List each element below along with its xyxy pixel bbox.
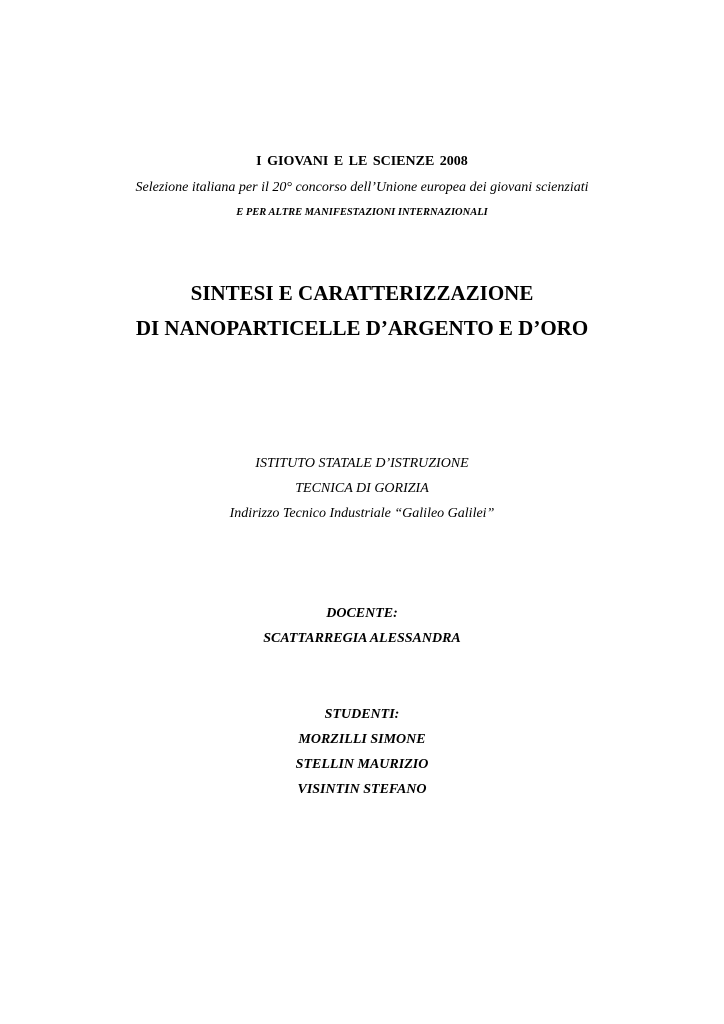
student-name: STELLIN MAURIZIO: [295, 757, 429, 772]
institute-department: Indirizzo Tecnico Industriale “Galileo Galilei”: [229, 506, 495, 521]
student-name: MORZILLI SIMONE: [298, 732, 426, 747]
student-name: VISINTIN STEFANO: [297, 782, 427, 797]
document-title-line-2: DI NANOPARTICELLE D’ARGENTO E D’ORO: [135, 316, 589, 340]
competition-note: E PER ALTRE MANIFESTAZIONI INTERNAZIONALI: [236, 207, 488, 218]
institute-name-line-1: ISTITUTO STATALE D’ISTRUZIONE: [255, 456, 469, 471]
institute-name-line-2: TECNICA DI GORIZIA: [295, 481, 429, 496]
teacher-name: SCATTARREGIA ALESSANDRA: [263, 631, 461, 646]
competition-subtitle: Selezione italiana per il 20° concorso dell’Unione europea dei giovani scienziati: [135, 180, 589, 195]
teacher-label: DOCENTE:: [326, 606, 398, 621]
students-label: STUDENTI:: [324, 707, 400, 722]
competition-title: I GIOVANI E LE SCIENZE 2008: [256, 154, 468, 169]
document-title-line-1: SINTESI E CARATTERIZZAZIONE: [190, 281, 534, 305]
